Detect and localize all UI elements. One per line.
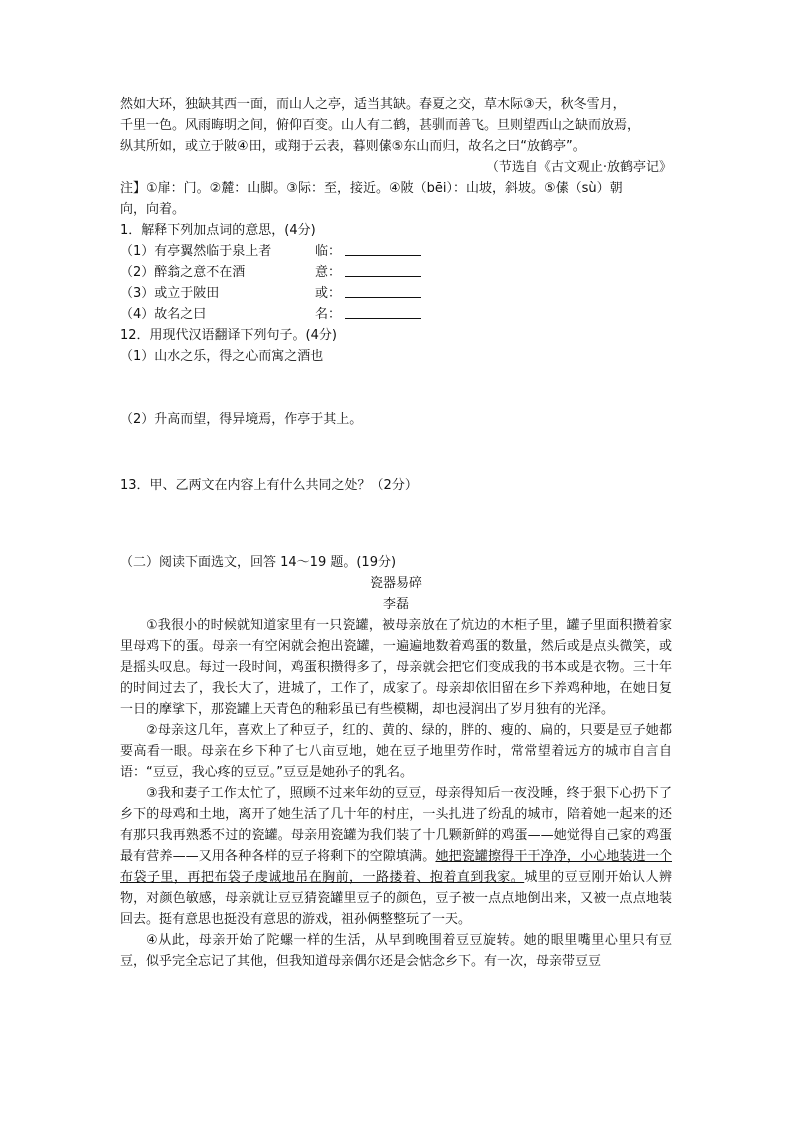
article-paragraph-1: ①我很小的时候就知道家里有一只瓷罐，被母亲放在了炕边的木柜子里，罐子里面积攒着家里母鸡下的蛋。母亲一有空闲就会抱出瓷罐，一遍遍地数着鸡蛋的数量，然后或是点头微笑，或是摇头叹息。每过一段时间，鸡蛋积攒得多了，母亲就会把它们变成我的书本或是衣物。三十年的时间过去了，我长大了，进城了，工作了，成家了。母亲却依旧留在乡下养鸡种地，在她日复一日的摩挲下，那瓷罐上天青色的釉彩虽已有些模糊，却也浸润出了岁月独有的光泽。 (120, 618, 672, 717)
answer-blank[interactable] (345, 241, 421, 256)
underlined-sentence: 她把瓷罐擦得干干净净，小心地装进一个布袋子里，再把布袋子虔诚地吊在胸前，一路搂着、抱着直到我家。 (120, 849, 672, 885)
translate-sentence-2: （2）升高而望，得异境焉，作亭于其上。 (120, 412, 363, 427)
question-13-title: 13．甲、乙两文在内容上有什么共同之处？（2分） (120, 478, 418, 493)
question-12 (120, 325, 672, 475)
answer-space[interactable] (120, 430, 672, 475)
answer-blank[interactable] (345, 304, 421, 319)
vocab-item (120, 262, 672, 283)
article-author: 李磊 (382, 597, 409, 612)
article-title: 瓷器易碎 (369, 576, 422, 591)
section-two (120, 552, 672, 972)
question-12-title: 12．用现代汉语翻译下列句子。(4分) (120, 328, 337, 343)
vocab-item (120, 283, 672, 304)
vocab-sentence: （2）醉翁之意不在酒 (120, 265, 246, 280)
passage-line: 纵其所如，或立于陂④田，或翔于云表，暮则傃⑤东山而归，故名之曰“放鹤亭”。 (120, 139, 586, 154)
answer-blank[interactable] (345, 283, 421, 298)
vocab-word: 名： (315, 307, 342, 322)
article-paragraph-4: ④从此，母亲开始了陀螺一样的生活，从早到晚围着豆豆旋转。她的眼里嘴里心里只有豆豆，似乎完全忘记了其他，但我知道母亲偶尔还是会惦念乡下。有一次，母亲带豆豆 (120, 933, 672, 969)
passage-line: 然如大环，独缺其西一面，而山人之亭，适当其缺。春夏之交，草木际③天，秋冬雪月， (120, 97, 626, 112)
annotation-notes-cont: 向，向着。 (120, 202, 186, 217)
passage-source: （节选自《古文观止·放鹤亭记》 (485, 160, 672, 175)
paragraph-3-text: ③我和妻子工作太忙了，照顾不过来年幼的豆豆，母亲得知后一夜没睡，终于狠下心扔下了乡下的母鸡和土地，离开了她生活了几十年的村庄，一头扎进了纷乱的城市，陪着她一起来的还有那只我再熟悉不过的瓷罐。母亲用瓷罐为我们装了十几颗新鲜的鸡蛋——她觉得自己家的鸡蛋最有营养——又用各种各样的豆子将剩下的空隙填满。 (120, 786, 672, 864)
classical-passage-excerpt (120, 94, 672, 220)
translate-sentence-1: （1）山水之乐，得之心而寓之酒也 (120, 349, 324, 364)
answer-blank[interactable] (345, 262, 421, 277)
question-13 (120, 475, 672, 552)
article-paragraph-3 (120, 783, 672, 930)
article-paragraph-2: ②母亲这几年，喜欢上了种豆子，红的、黄的、绿的，胖的、瘦的、扁的，只要是豆子她都要高看一眼。母亲在乡下种了七八亩豆地，她在豆子地里劳作时，常常望着远方的城市自言自语：“豆豆，我心疼的豆豆。”豆豆是她孙子的乳名。 (120, 723, 672, 780)
vocab-word: 临： (315, 244, 342, 259)
document-page (120, 94, 672, 972)
vocab-word: 或： (315, 286, 342, 301)
vocab-sentence: （3）或立于陂田 (120, 286, 220, 301)
vocab-sentence: （1）有亭翼然临于泉上者 (120, 244, 272, 259)
answer-space[interactable] (120, 496, 672, 552)
vocab-sentence: （4）故名之曰 (120, 307, 207, 322)
vocab-item (120, 241, 672, 262)
answer-space[interactable] (120, 367, 672, 409)
question-11-title: 1．解释下列加点词的意思，(4分) (120, 223, 316, 238)
vocab-item (120, 304, 672, 325)
paragraph-3-text-cont: 城里的豆豆刚开始认人辨物，对颜色敏感，母亲就让豆豆猜瓷罐里豆子的颜色，豆子被一点点地倒出来，又被一点点地装回去。挺有意思也挺没有意思的游戏，祖孙俩整整玩了一天。 (120, 870, 672, 927)
annotation-notes: 注】①扉：门。②麓：山脚。③际：至，接近。④陂（bēi）：山坡，斜坡。⑤傃（sù）朝 (120, 181, 623, 196)
section-heading: （二）阅读下面选文，回答 14～19 题。(19分) (120, 555, 397, 570)
vocab-word: 意： (315, 265, 342, 280)
passage-line: 千里一色。风雨晦明之间，俯仰百变。山人有二鹤，甚驯而善飞。旦则望西山之缺而放焉， (120, 118, 641, 133)
question-11 (120, 220, 672, 325)
